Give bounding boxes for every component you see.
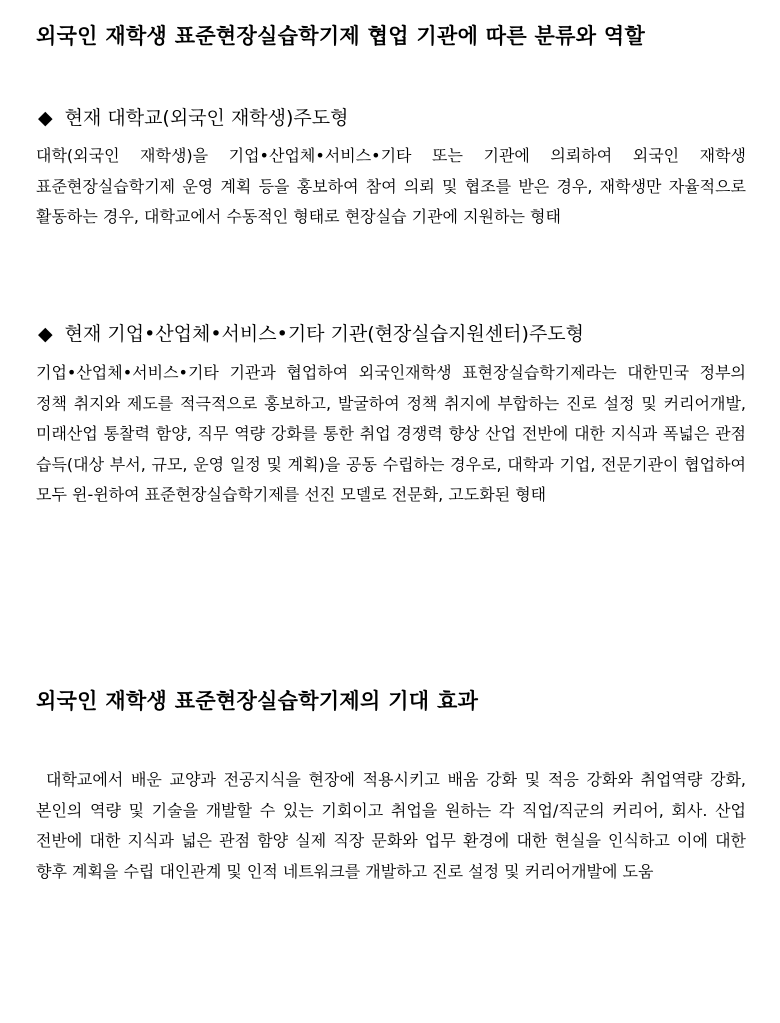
section-title-expected-effects: 외국인 재학생 표준현장실습학기제의 기대 효과 [36,689,479,713]
subsection-heading-text: 현재 기업•산업체•서비스•기타 기관(현장실습지원센터)주도형 [64,323,585,345]
subsection-heading-university-led [38,104,746,132]
paragraph-expected-effects: 대학교에서 배운 교양과 전공지식을 현장에 적용시키고 배움 강화 및 적응 강화와 취업역량 강화, 본인의 역량 및 기술을 개발할 수 있는 기회이고 취업을 원하는 각 직업/직군의 커리어, 회사. 산업 전반에 대한 지식과 넓은 관점 함양 실제 직장 문화와 업무 환경에 대한 현실을 인식하고 이에 대한 향후 계획을 수립 대인관계 및 인적 네트워크를 개발하고 진로 설정 및 커리어개발에 도움 [36,770,746,881]
subsection-heading-text: 현재 대학교(외국인 재학생)주도형 [64,107,349,129]
section-title-classification: 외국인 재학생 표준현장실습학기제 협업 기관에 따른 분류와 역할 [36,24,646,48]
paragraph-university-led: 대학(외국인 재학생)을 기업•산업체•서비스•기타 또는 기관에 의뢰하여 외국인 재학생 표준현장실습학기제 운영 계획 등을 홍보하여 참여 의뢰 및 협조를 받은 경우, 재학생만 자율적으로 활동하는 경우, 대학교에서 수동적인 형태로 현장실습 기관에 지원하는 형태 [36,146,746,226]
paragraph-company-led: 기업•산업체•서비스•기타 기관과 협업하여 외국인재학생 표현장실습학기제라는 대한민국 정부의 정책 취지와 제도를 적극적으로 홍보하고, 발굴하여 정책 취지에 부합하는 진로 설정 및 커리어개발, 미래산업 통찰력 함양, 직무 역량 강화를 통한 취업 경쟁력 향상 산업 전반에 대한 지식과 폭넓은 관점 습득(대상 부서, 규모, 운영 일정 및 계획)을 공동 수립하는 경우로, 대학과 기업, 전문기관이 협업하여 모두 윈-윈하여 표준현장실습학기제를 선진 모델로 전문화, 고도화된 형태 [36,363,746,504]
diamond-bullet-icon: ◆ [38,323,53,345]
diamond-bullet-icon: ◆ [38,107,53,129]
subsection-heading-company-led [38,320,746,348]
